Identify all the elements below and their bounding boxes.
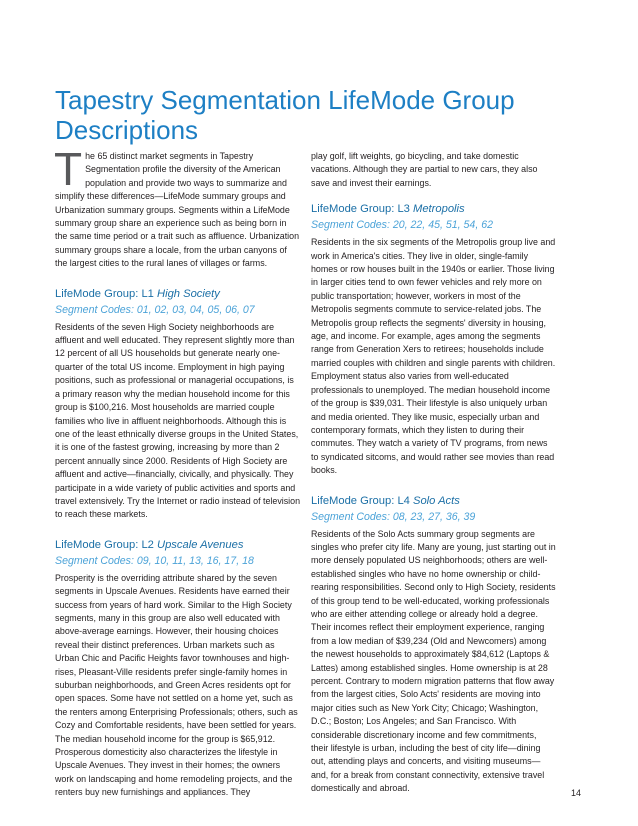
group-text-l4: Residents of the Solo Acts summary group segments are singles who prefer city life. Many are young, just starting out in more densely populated US neighborhoods; others are well-established singles who have no home ownership or child-rearing responsibilities. Second only to High Society, residents of this group tend to be well-educated, working professionals who are either attending college or already hold a degree. Their incomes reflect their employment experience, ranging from a low median of $39,234 (Old and Newcomers) among the newest households to approximately $84,612 (Laptops & Lattes) among established singles. Home ownership is at 28 percent. Contrary to modern migration patterns that flow away from the largest cities, Solo Acts' residents are moving into major cities such as New York City; Chicago; Washington, D.C.; Boston; Los Angeles; and San Francisco. With considerable discretionary income and few commitments, their lifestyle is urban, including the best of city life—dining out, attending plays and concerts, and visiting museums—and, for a break from constant connectivity, extensive travel domestically and abroad. [311,528,556,794]
group-text-l2-continued: play golf, lift weights, go bicycling, and take domestic vacations. Although they are partial to new cars, they also save and invest their earnings. [311,151,538,188]
group-heading-l2: LifeMode Group: L2 Upscale Avenues [55,538,244,551]
drop-cap: T [54,143,83,195]
segment-codes-l1: Segment Codes: 01, 02, 03, 04, 05, 06, 07 [55,303,255,316]
page-number: 14 [571,788,582,798]
group-text-l3: Residents in the six segments of the Metropolis group live and work in America's cities. They live in older, single-family homes or row houses built in the 1940s or earlier. Those living in larger cities tend to own fewer vehicles and rely more on public transportation; however, workers in most of the Metropolis segments commute to service-related jobs. The Metropolis group reflects the segments' diversity in housing, age, and income. For example, ages among the segments range from Generation Xers to retirees; households include married couples with children and single parents with children. Employment status also varies from well-educated professionals to unemployed. The median household income of the group is $39,031. Their lifestyle is also uniquely urban and media oriented. They like music, especially urban and contemporary formats, which they listen to during their commutes. They watch a variety of TV programs, from news to syndicated sitcoms, and would rather see movies than read books. [311,237,556,476]
segment-codes-l2: Segment Codes: 09, 10, 11, 13, 16, 17, 18 [55,554,254,567]
segment-codes-l4: Segment Codes: 08, 23, 27, 36, 39 [311,510,476,523]
group-text-l2: Prosperity is the overriding attribute shared by the seven segments in Upscale Avenues. Residents have earned their success from years of hard work. Similar to the High Society segments, many in this group are also well educated with above-average earnings. However, their housing choices reveal their distinct preferences. Urban markets such as Urban Chic and Pacific Heights favor townhouses and high-rises, Pleasant-Ville residents prefer single-family homes in suburban neighborhoods, and Green Acres residents opt for open spaces. Some have not settled on a home yet, such as the renters among Enterprising Professionals; others, such as Cozy and Comfortable residents, have been settled for years. The median household income for the group is $65,912. Prosperous domesticity also characterizes the lifestyle in Upscale Avenues. They invest in their homes; the owners work on landscaping and home remodeling projects, and the renters buy new furnishings and appliances. They [55,572,298,798]
intro-text: he 65 distinct market segments in Tapestry Segmentation profile the diversity of the American population and provide two ways to summarize and simplify these differences—LifeMode summary groups and Urbanization summary groups. Segments within a LifeMode summary group share an experience such as being born in the same time period or a trait such as affluence. Urbanization summary groups share a locale, from the urban canyons of the largest cities to the rural lanes of villages or farms. [55,151,300,269]
group-heading-l1: LifeMode Group: L1 High Society [55,287,220,300]
left-column [54,143,301,800]
group-text-l1: Residents of the seven High Society neighborhoods are affluent and well educated. They represent slightly more than 12 percent of all US households but generate nearly one-quarter of the total US income. Employment in high paying positions, such as professional or managerial occupations, is a primary reason why the median household income for this group is $100,216. Most households are married couple families who live in affluent neighborhoods. Although this is one of the least ethnically diverse groups in the United States, it is one of the fastest growing, increasing by more than 2 percent annually since 2000. Residents of High Society are affluent and active—financially, civically, and physically. They participate in a wide variety of public activities and sports and travel extensively. Try the Internet or radio instead of television to reach these markets. [55,321,301,520]
group-heading-l4: LifeMode Group: L4 Solo Acts [311,494,460,507]
group-heading-l3: LifeMode Group: L3 Metropolis [311,203,465,216]
right-column [311,150,556,796]
intro-paragraph [54,143,300,271]
page-title: Tapestry Segmentation LifeMode Group Descriptions [55,85,515,146]
segment-codes-l3: Segment Codes: 20, 22, 45, 51, 54, 62 [311,219,493,232]
